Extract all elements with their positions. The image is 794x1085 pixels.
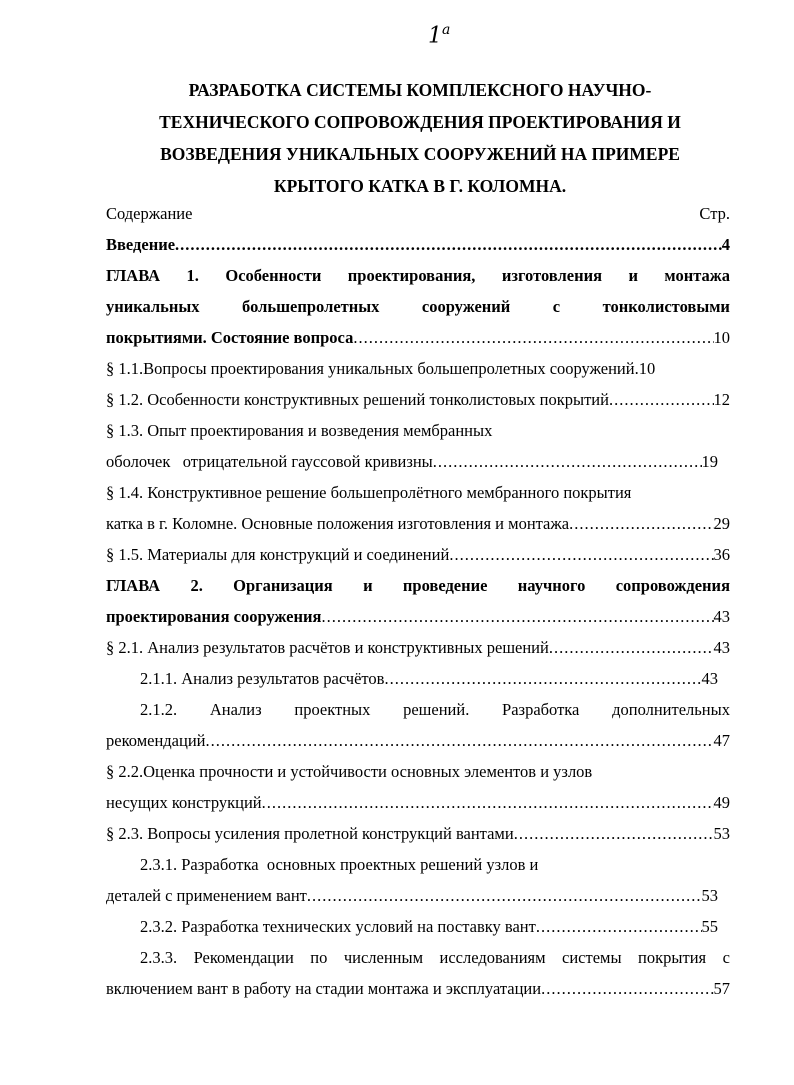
toc-entry-1-3-line1: § 1.3. Опыт проектирования и возведения мембранных (106, 421, 493, 440)
toc-page-heading: Стр. (699, 204, 730, 223)
toc-entry-1-4-line1: § 1.4. Конструктивное решение большепролётного мембранного покрытия (106, 483, 632, 502)
toc-entry-2-3-1-line2: деталей с применением вант ..... 53 (106, 880, 730, 911)
title-line: КРЫТОГО КАТКА В Г. КОЛОМНА. (273, 176, 567, 196)
toc-entry-chapter2-line1: ГЛАВА 2. Организация и проведение научного сопровождения (106, 576, 730, 595)
leader-dots (514, 818, 714, 849)
title-line: РАЗРАБОТКА СИСТЕМЫ КОМПЛЕКСНОГО НАУЧНО- (188, 80, 652, 100)
toc-entry-page: 19 (701, 452, 718, 471)
leader-dots (321, 601, 713, 632)
leader-dots (175, 229, 722, 260)
toc-entry-page: 53 (713, 824, 730, 843)
leader-dots (449, 539, 713, 570)
leader-dots (262, 787, 714, 818)
toc-entry-page: 43 (701, 669, 718, 688)
toc-entry-2-2-line2: несущих конструкций ..... 49 (106, 787, 730, 818)
document-title (100, 74, 740, 202)
toc-entry-2-2-line1: § 2.2.Оценка прочности и устойчивости основных элементов и узлов (106, 762, 593, 781)
toc-entry-2-3-3-line2: включением вант в работу на стадии монтажа и эксплуатации ..... 57 (106, 973, 730, 1004)
leader-dots (353, 322, 713, 353)
leader-dots (307, 880, 702, 911)
toc-entry-1-2: § 1.2. Особенности конструктивных решений тонколистовых покрытий ..... 12 (106, 384, 730, 415)
toc-entry-2-3-2: 2.3.2. Разработка технических условий на поставку вант ..... 55 (106, 911, 730, 942)
toc-entry-page: 29 (713, 514, 730, 533)
table-of-contents (106, 198, 730, 1004)
toc-entry-2-3: § 2.3. Вопросы усиления пролетной конструкций вантами ..... 53 (106, 818, 730, 849)
toc-entry-2-1-2-line2: рекомендаций ..... 47 (106, 725, 730, 756)
toc-entry-page: 55 (701, 917, 718, 936)
toc-header (106, 198, 730, 229)
leader-dots (569, 508, 713, 539)
toc-entry-2-1-1: 2.1.1. Анализ результатов расчётов ..... 43 (106, 663, 730, 694)
toc-entry-page: 43 (713, 638, 730, 657)
toc-heading: Содержание (106, 204, 193, 223)
toc-entry-1-3-line2: оболочек отрицательной гауссовой кривизны ..... 19 (106, 446, 730, 477)
toc-entry-page: 53 (701, 886, 718, 905)
toc-entry-page: 57 (713, 979, 730, 998)
toc-entry-page: 4 (721, 235, 730, 254)
toc-entry-page: 49 (713, 793, 730, 812)
toc-entry-intro (106, 229, 730, 260)
toc-entry-chapter2-line2: проектирования сооружения ..... 43 (106, 601, 730, 632)
leader-dots (536, 911, 702, 942)
toc-entry-page: 43 (713, 607, 730, 626)
title-line: ВОЗВЕДЕНИЯ УНИКАЛЬНЫХ СООРУЖЕНИЙ НА ПРИМЕРЕ (160, 144, 680, 164)
toc-entry-1-4-line2: катка в г. Коломне. Основные положения изготовления и монтажа ..... 29 (106, 508, 730, 539)
toc-entry-page: 10 (713, 328, 730, 347)
title-line: ТЕХНИЧЕСКОГО СОПРОВОЖДЕНИЯ ПРОЕКТИРОВАНИЯ И (159, 112, 681, 132)
leader-dots (206, 725, 714, 756)
leader-dots (384, 663, 701, 694)
toc-entry-2-1-2-line1: 2.1.2. Анализ проектных решений. Разработка дополнительных (140, 700, 730, 719)
toc-entry-text: Введение (106, 235, 176, 254)
handwritten-page-number: 1$^a$ (428, 22, 451, 49)
leader-dots (433, 446, 702, 477)
leader-dots (609, 384, 714, 415)
toc-entry-1-5: § 1.5. Материалы для конструкций и соединений ..... 36 (106, 539, 730, 570)
toc-entry-chapter1-line1: ГЛАВА 1. Особенности проектирования, изготовления и монтажа (106, 266, 730, 285)
toc-entry-2-1: § 2.1. Анализ результатов расчётов и конструктивных решений ..... 43 (106, 632, 730, 663)
toc-entry-1-1: § 1.1.Вопросы проектирования уникальных большепролетных сооружений.10 (106, 359, 656, 378)
toc-entry-2-3-3-line1: 2.3.3. Рекомендации по численным исследованиям системы покрытия с (140, 948, 730, 967)
leader-dots (549, 632, 714, 663)
toc-entry-chapter1-line3: покрытиями. Состояние вопроса ..... 10 (106, 322, 730, 353)
toc-entry-page: 12 (713, 390, 730, 409)
toc-entry-2-3-1-line1: 2.3.1. Разработка основных проектных решений узлов и (140, 855, 539, 874)
leader-dots (541, 973, 713, 1004)
toc-entry-chapter1-line2: уникальных большепролетных сооружений с тонколистовыми (106, 297, 730, 316)
toc-entry-page: 47 (713, 731, 730, 750)
toc-entry-page: 36 (713, 545, 730, 564)
